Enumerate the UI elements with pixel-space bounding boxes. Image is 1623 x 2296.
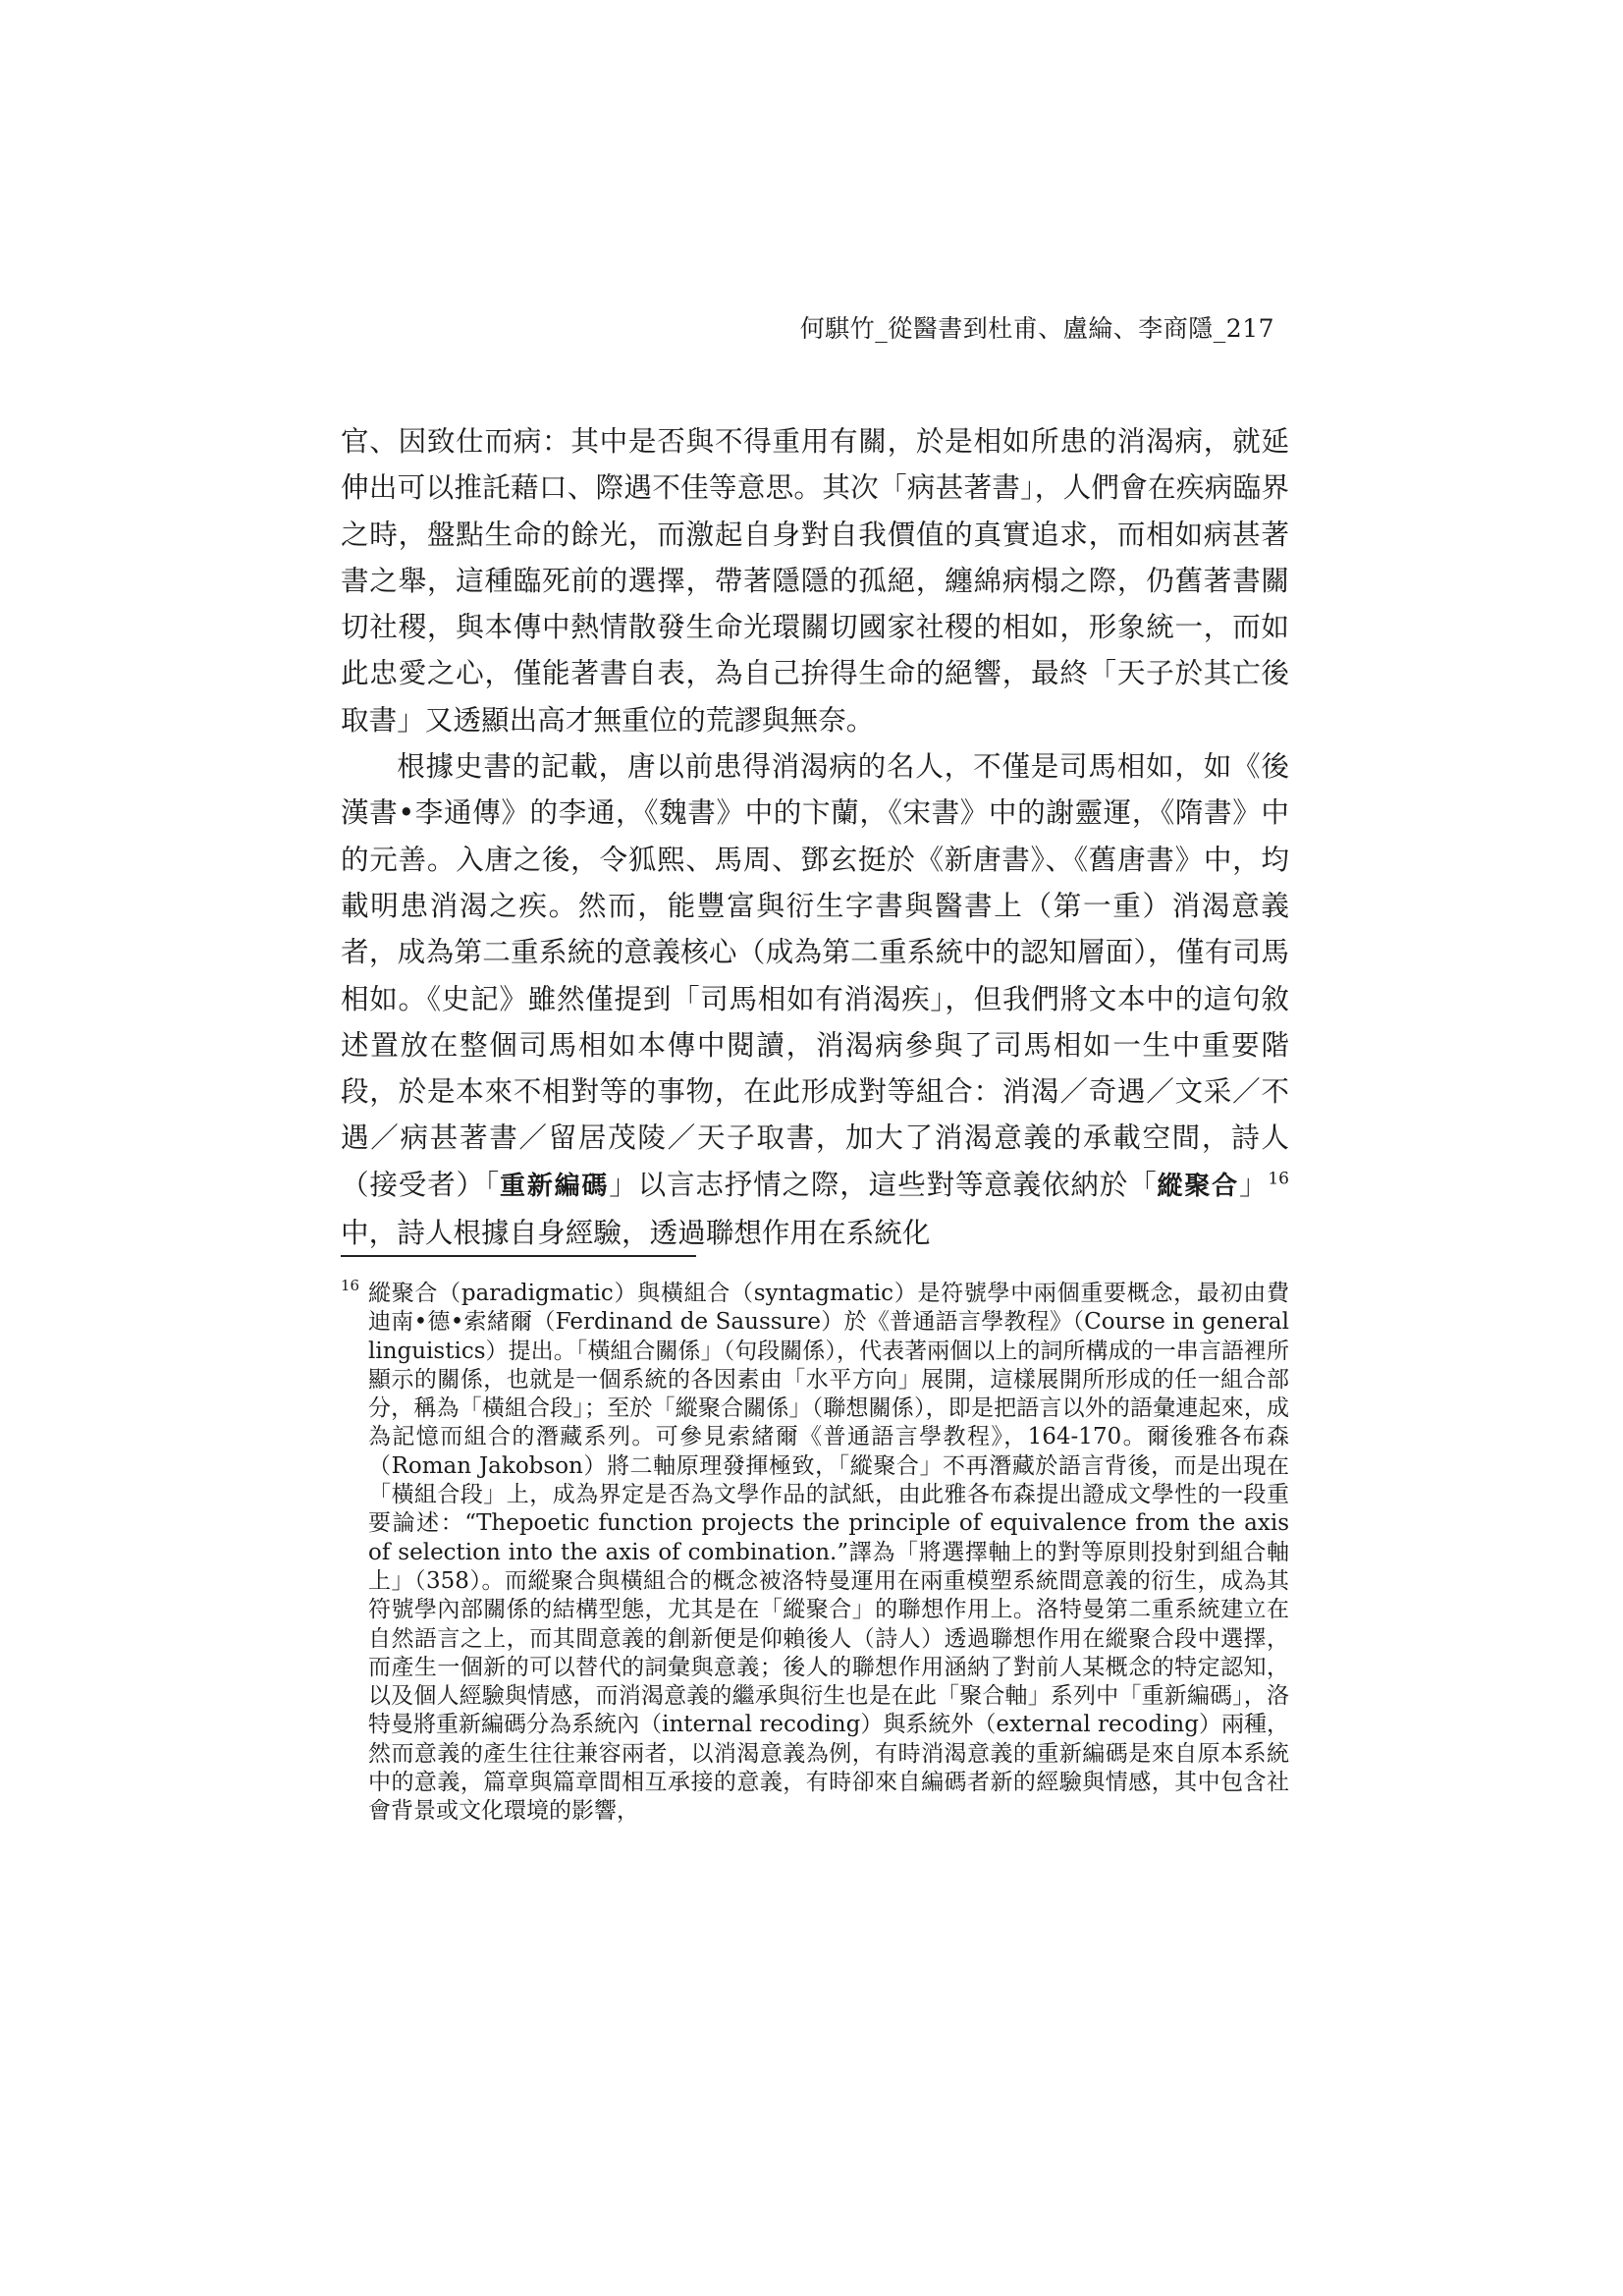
- paragraph-2: [341, 743, 1289, 1256]
- footnote-reference[interactable]: 16: [1268, 1169, 1289, 1189]
- paragraph-1: 官、因致仕而病：其中是否與不得重用有關，於是相如所患的消渴病，就延伸出可以推託藉口、際遇不佳等意思。其次「病甚著書」，人們會在疾病臨界之時，盤點生命的餘光，而激起自身對自我價值的真實追求，而相如病甚著書之舉，這種臨死前的選擇，帶著隱隱的孤絕，纏綿病榻之際，仍舊著書關切社稷，與本傳中熱情散發生命光環關切國家社稷的相如，形象統一，而如此忠愛之心，僅能著書自表，為自己拚得生命的絕響，最終「天子於其亡後取書」又透顯出高才無重位的荒謬與無奈。: [341, 424, 1289, 737]
- footnote-separator: [341, 1255, 696, 1257]
- running-header: 何騏竹_從醫書到杜甫、盧綸、李商隱_217: [799, 314, 1274, 343]
- footnote-text: 縱聚合（paradigmatic）與橫組合（syntagmatic）是符號學中兩個重要概念，最初由費迪南•德•索緒爾（Ferdinand de Saussure）於《普通語言學教程》（Course in general linguistics）提出。「橫組合關係」（句段關係），代表著兩個以上的詞所構成的一串言語裡所顯示的關係，也就是一個系統的各因素由「水平方向」展開，這樣展開所形成的任一組合部分，稱為「橫組合段」；至於「縱聚合關係」（聯想關係），即是把語言以外的語彙連起來，成為記憶而組合的潛藏系列。可參見索緒爾《普通語言學教程》，164-170。爾後雅各布森（Roman Jakobson）將二軸原理發揮極致，「縱聚合」不再潛藏於語言背後，而是出現在「橫組合段」上，成為界定是否為文學作品的試紙，由此雅各布森提出證成文學性的一段重要論述：“Thepoetic function projects the principle of equivalence from the axis of selection into the axis of combination.”譯為「將選擇軸上的對等原則投射到組合軸上」（358）。而縱聚合與橫組合的概念被洛特曼運用在兩重模塑系統間意義的衍生，成為其符號學內部關係的結構型態，尤其是在「縱聚合」的聯想作用上。洛特曼第二重系統建立在自然語言之上，而其間意義的創新便是仰賴後人（詩人）透過聯想作用在縱聚合段中選擇，而產生一個新的可以替代的詞彙與意義；後人的聯想作用涵納了對前人某概念的特定認知，以及個人經驗與情感，而消渴意義的繼承與衍生也是在此「聚合軸」系列中「重新編碼」，洛特曼將重新編碼分為系統內（internal recoding）與系統外（external recoding）兩種，然而意義的產生往往兼容兩者，以消渴意義為例，有時消渴意義的重新編碼是來自原本系統中的意義，篇章與篇章間相互承接的意義，有時卻來自編碼者新的經驗與情感，其中包含社會背景或文化環境的影響，: [368, 1281, 1289, 1825]
- emphasis-paradigmatic: 縱聚合: [1157, 1171, 1239, 1201]
- paragraph-2-text-b: 」以言志抒情之際，這些對等意義依納於「: [609, 1167, 1158, 1201]
- paragraph-2-text-d: 中，詩人根據自身經驗，透過聯想作用在系統化: [341, 1216, 931, 1250]
- emphasis-recoding: 重新編碼: [500, 1171, 610, 1201]
- main-text: [341, 418, 1289, 1256]
- footnote-16: [341, 1277, 1289, 1827]
- paragraph-2-text-a: 根據史書的記載，唐以前患得消渴病的名人，不僅是司馬相如，如《後漢書•李通傳》的李通，《魏書》中的卞蘭，《宋書》中的謝靈運，《隋書》中的元善。入唐之後，令狐熙、馬周、鄧玄挺於《新唐書》、《舊唐書》中，均載明患消渴之疾。然而，能豐富與衍生字書與醫書上（第一重）消渴意義者，成為第二重系統的意義核心（成為第二重系統中的認知層面），僅有司馬相如。《史記》雖然僅提到「司馬相如有消渴疾」，但我們將文本中的這句敘述置放在整個司馬相如本傳中閱讀，消渴病參與了司馬相如一生中重要階段，於是本來不相對等的事物，在此形成對等組合：消渴／奇遇／文采／不遇／病甚著書／留居茂陵／天子取書，加大了消渴意義的承載空間，詩人（接受者）「: [341, 749, 1289, 1201]
- footnote-number: 16: [341, 1277, 360, 1294]
- paragraph-2-text-c: 」: [1238, 1167, 1269, 1201]
